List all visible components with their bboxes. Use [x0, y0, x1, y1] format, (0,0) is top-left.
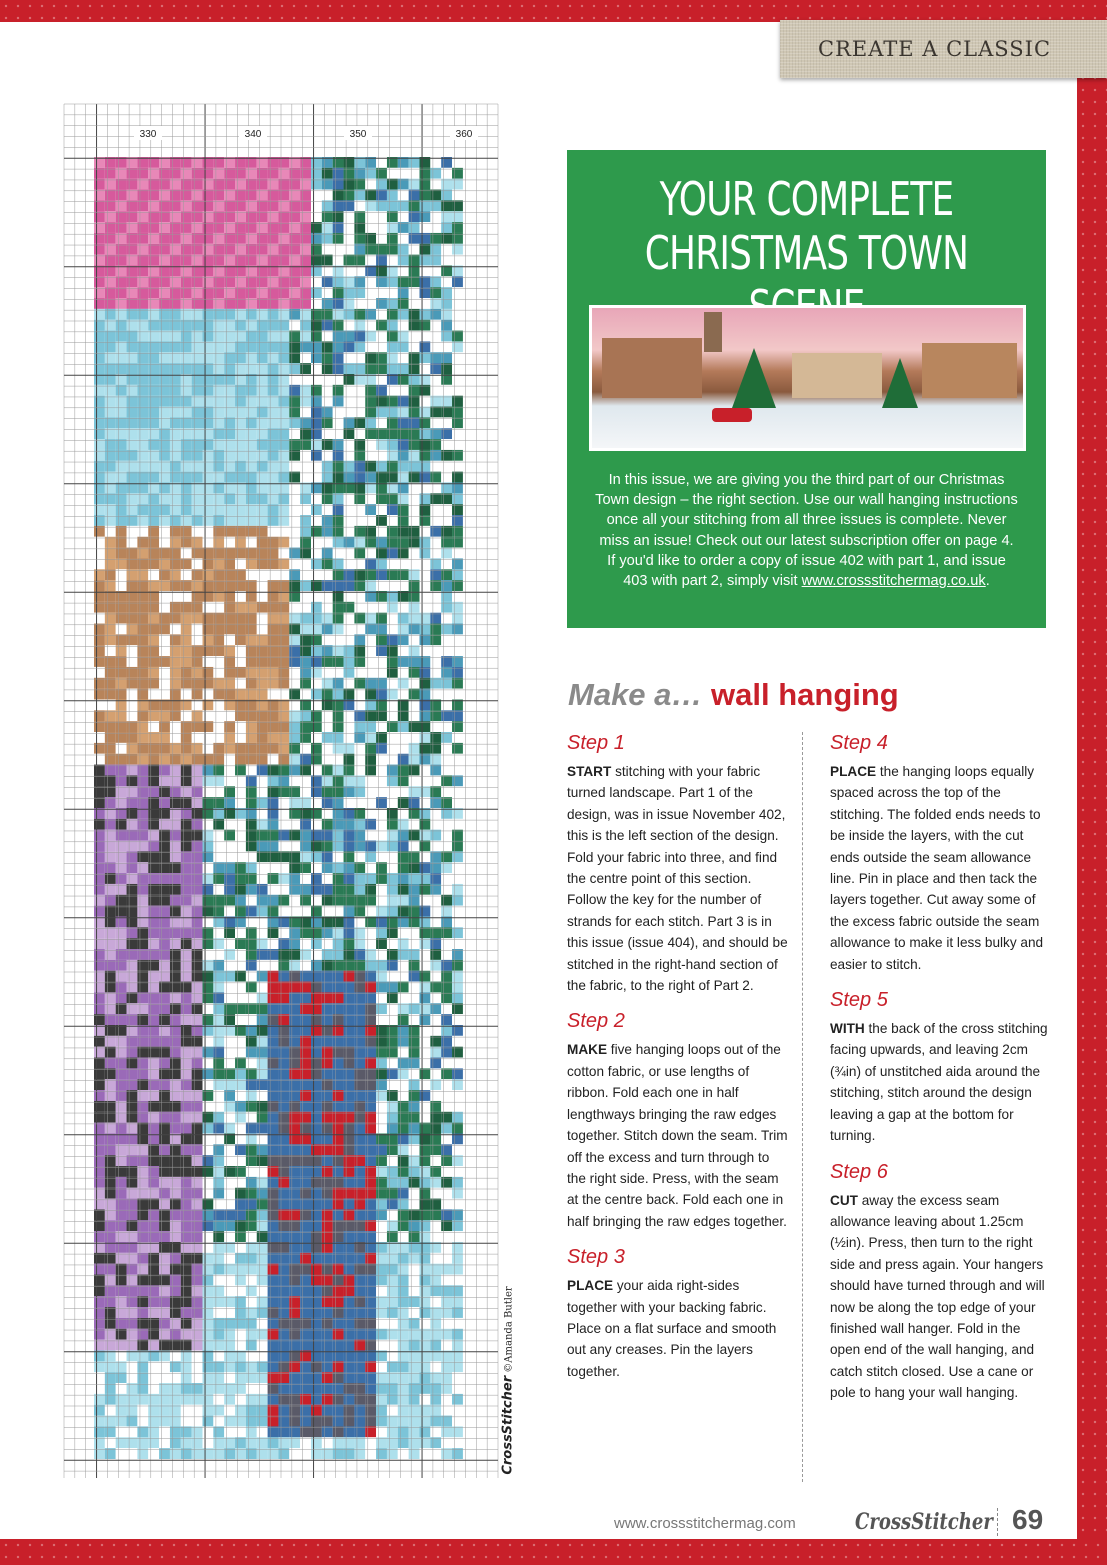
feature-box [567, 150, 1046, 628]
step-block [567, 1008, 789, 1232]
feature-link[interactable]: www.crossstitchermag.co.uk [801, 573, 986, 590]
page-number: 69 [1012, 1504, 1044, 1535]
footer-url[interactable]: www.crossstitchermag.com [614, 1515, 796, 1532]
step-block [830, 730, 1052, 975]
step-body: MAKE five hanging loops out of the cotton fabric, or use lengths of ribbon. Fold each one in half lengthways bringing the raw edges together. Stitch down the seam. Trim off the excess and turn through to the right side. Press, with the seam at the centre back. Fold each one in half bringing the raw edges together. [567, 1042, 788, 1229]
signature-credit: ©Amanda Butler [503, 1285, 515, 1373]
section-heading [568, 676, 899, 714]
step-block [567, 730, 789, 996]
feature-intro: In this issue, we are giving you the third part of our Christmas Town design – the right section. Use our wall hanging instructions once all your stitching from all three issues is complete. Never miss an issue! Check out our latest subscription offer on page 4. If you'd like to order a copy of issue 402 with part 1, and issue 403 with part 2, simply visit www.crossstitchermag.co.uk. [595, 472, 1018, 590]
column-label: 360 [455, 129, 473, 140]
chart-signature [496, 1285, 520, 1475]
cross-stitch-chart-grid [62, 102, 502, 1482]
footer-separator [997, 1508, 998, 1536]
decorative-border-right [1077, 0, 1107, 1565]
decorative-border-bottom [0, 1539, 1107, 1565]
step-title: Step 1 [567, 732, 625, 754]
heading-bold: wall hanging [711, 677, 899, 712]
step-body: START stitching with your fabric turned landscape. Part 1 of the design, was in issue November 402, this is the left section of the design. Fold your fabric into three, and find the centre point of this section. Follow the key for the number of strands for each stitch. Part 3 is in this issue (issue 404), and should be stitched in the right-hand section of the fabric, to the right of Part 2. [567, 764, 788, 994]
step-title: Step 6 [830, 1160, 888, 1183]
step-block [567, 1244, 789, 1382]
design-preview-image [589, 305, 1026, 451]
feature-title-line2: CHRISTMAS TOWN [644, 226, 969, 280]
column-label: 340 [244, 129, 262, 140]
step-block [830, 1159, 1052, 1404]
footer-brand-logo: CrossStitcher [855, 1509, 993, 1535]
step-title: Step 3 [567, 1246, 625, 1269]
step-body: CUT away the excess seam allowance leaving about 1.25cm (½in). Press, then turn to the right side and press again. Your hangers should have turned through and will now be along the top edge of your finished wall hanger. Fold in the open end of the wall hanging, and catch stitch closed. Use a cane or pole to hang your wall hanging. [830, 1192, 1045, 1401]
heading-light: Make a… [568, 677, 712, 712]
section-tab [780, 20, 1107, 78]
step-title: Step 2 [567, 1010, 625, 1033]
step-body: WITH the back of the cross stitching facing upwards, and leaving 2cm (¾in) of unstitched aida around the stitching, stitch around the design leaving a gap at the bottom for turning. [830, 1021, 1048, 1144]
step-body: PLACE your aida right-sides together with your backing fabric. Place on a flat surface and smooth out any creases. Pin the layers together. [567, 1278, 777, 1379]
steps-column-left [567, 730, 789, 1394]
column-divider [802, 732, 803, 1482]
column-label: 330 [139, 129, 157, 140]
step-title: Step 4 [830, 732, 888, 754]
step-title: Step 5 [830, 989, 888, 1012]
step-block [830, 987, 1052, 1146]
decorative-border-top [0, 0, 1107, 22]
step-body: PLACE the hanging loops equally spaced across the top of the stitching. The folded ends needs to be inside the layers, with the cut ends outside the seam allowance line. Pin in place and then tack the layers together. Cut away some of the excess fabric outside the seam allowance to make it less bulky and easier to stitch. [830, 764, 1044, 972]
feature-title-line1: YOUR COMPLETE [659, 172, 954, 226]
column-label: 350 [349, 129, 367, 140]
steps-column-right [830, 730, 1052, 1416]
section-tab-label: CREATE A CLASSIC [818, 37, 1052, 61]
cross-stitch-chart [62, 102, 502, 1482]
signature-brand: CrossStitcher [500, 1375, 516, 1475]
